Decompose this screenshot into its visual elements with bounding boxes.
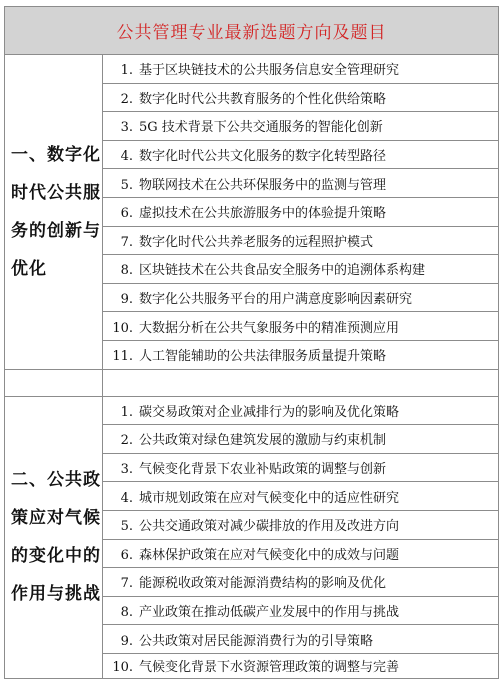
topic-text: 城市规划政策在应对气候变化中的适应性研究 — [139, 490, 400, 506]
topic-number: 8. — [120, 604, 133, 620]
topic-item — [103, 396, 499, 425]
topic-number: 8. — [120, 263, 133, 279]
spacer-row — [5, 369, 499, 396]
topic-number: 2. — [120, 91, 133, 107]
topic-number: 11. — [112, 349, 133, 365]
section-heading: 二、公共政策应对气候的变化中的作用与挑战 — [5, 396, 103, 678]
topic-number: 7. — [120, 234, 133, 250]
topic-number: 5. — [120, 177, 133, 193]
topic-text: 虚拟技术在公共旅游服务中的体验提升策略 — [139, 206, 387, 222]
table-row — [5, 55, 499, 84]
topic-number: 6. — [120, 206, 133, 222]
topic-item — [103, 653, 499, 678]
topic-text: 公共交通政策对减少碳排放的作用及改进方向 — [139, 519, 400, 535]
topic-item — [103, 425, 499, 454]
topic-text: 数字化时代公共教育服务的个性化供给策略 — [139, 91, 387, 107]
topic-item — [103, 340, 499, 369]
topic-item — [103, 83, 499, 112]
topic-number: 10. — [112, 320, 133, 336]
topic-item — [103, 140, 499, 169]
topic-item — [103, 255, 499, 284]
topic-text: 气候变化背景下农业补贴政策的调整与创新 — [139, 462, 387, 478]
topic-text: 基于区块链技术的公共服务信息安全管理研究 — [139, 63, 400, 79]
topic-item — [103, 625, 499, 654]
topic-number: 5. — [120, 519, 133, 535]
topic-text: 公共政策对居民能源消费行为的引导策略 — [139, 633, 374, 649]
topic-number: 2. — [120, 433, 133, 449]
topic-item — [103, 596, 499, 625]
topic-item — [103, 112, 499, 141]
topic-number: 7. — [120, 576, 133, 592]
topics-table — [4, 6, 499, 679]
table-row — [5, 396, 499, 425]
spacer-cell — [103, 369, 499, 396]
topic-text: 公共政策对绿色建筑发展的激励与约束机制 — [139, 433, 387, 449]
topic-text: 碳交易政策对企业减排行为的影响及优化策略 — [139, 404, 400, 420]
topic-item — [103, 226, 499, 255]
topic-text: 数字化公共服务平台的用户满意度影响因素研究 — [139, 292, 413, 308]
topic-item — [103, 197, 499, 226]
topic-number: 1. — [120, 404, 133, 420]
topic-text: 数字化时代公共养老服务的远程照护模式 — [139, 234, 374, 250]
topic-text: 数字化时代公共文化服务的数字化转型路径 — [139, 149, 387, 165]
topic-text: 能源税收政策对能源消费结构的影响及优化 — [139, 576, 387, 592]
topic-item — [103, 283, 499, 312]
topic-item — [103, 568, 499, 597]
topic-text: 森林保护政策在应对气候变化中的成效与问题 — [139, 547, 400, 563]
topic-number: 9. — [120, 292, 133, 308]
topic-item — [103, 169, 499, 198]
topic-text: 区块链技术在公共食品安全服务中的追溯体系构建 — [139, 263, 426, 279]
topic-text: 产业政策在推动低碳产业发展中的作用与挑战 — [139, 604, 400, 620]
topic-number: 10. — [112, 660, 133, 676]
topic-item — [103, 55, 499, 84]
topic-number: 4. — [120, 149, 133, 165]
topic-number: 9. — [120, 633, 133, 649]
topic-text: 大数据分析在公共气象服务中的精准预测应用 — [139, 320, 400, 336]
spacer-cell — [5, 369, 103, 396]
topic-number: 6. — [120, 547, 133, 563]
topic-number: 4. — [120, 490, 133, 506]
topic-item — [103, 482, 499, 511]
topic-number: 3. — [120, 462, 133, 478]
topic-number: 1. — [120, 63, 133, 79]
topic-item — [103, 510, 499, 539]
table-title: 公共管理专业最新选题方向及题目 — [5, 7, 499, 55]
topic-text: 物联网技术在公共环保服务中的监测与管理 — [139, 177, 387, 193]
topic-text: 5G 技术背景下公共交通服务的智能化创新 — [139, 120, 383, 136]
topic-text: 人工智能辅助的公共法律服务质量提升策略 — [139, 349, 387, 365]
section-heading: 一、数字化时代公共服务的创新与优化 — [5, 55, 103, 370]
topic-item — [103, 312, 499, 341]
title-row — [5, 7, 499, 55]
topic-number: 3. — [120, 120, 133, 136]
topic-item — [103, 453, 499, 482]
topic-item — [103, 539, 499, 568]
topic-text: 气候变化背景下水资源管理政策的调整与完善 — [139, 660, 400, 676]
